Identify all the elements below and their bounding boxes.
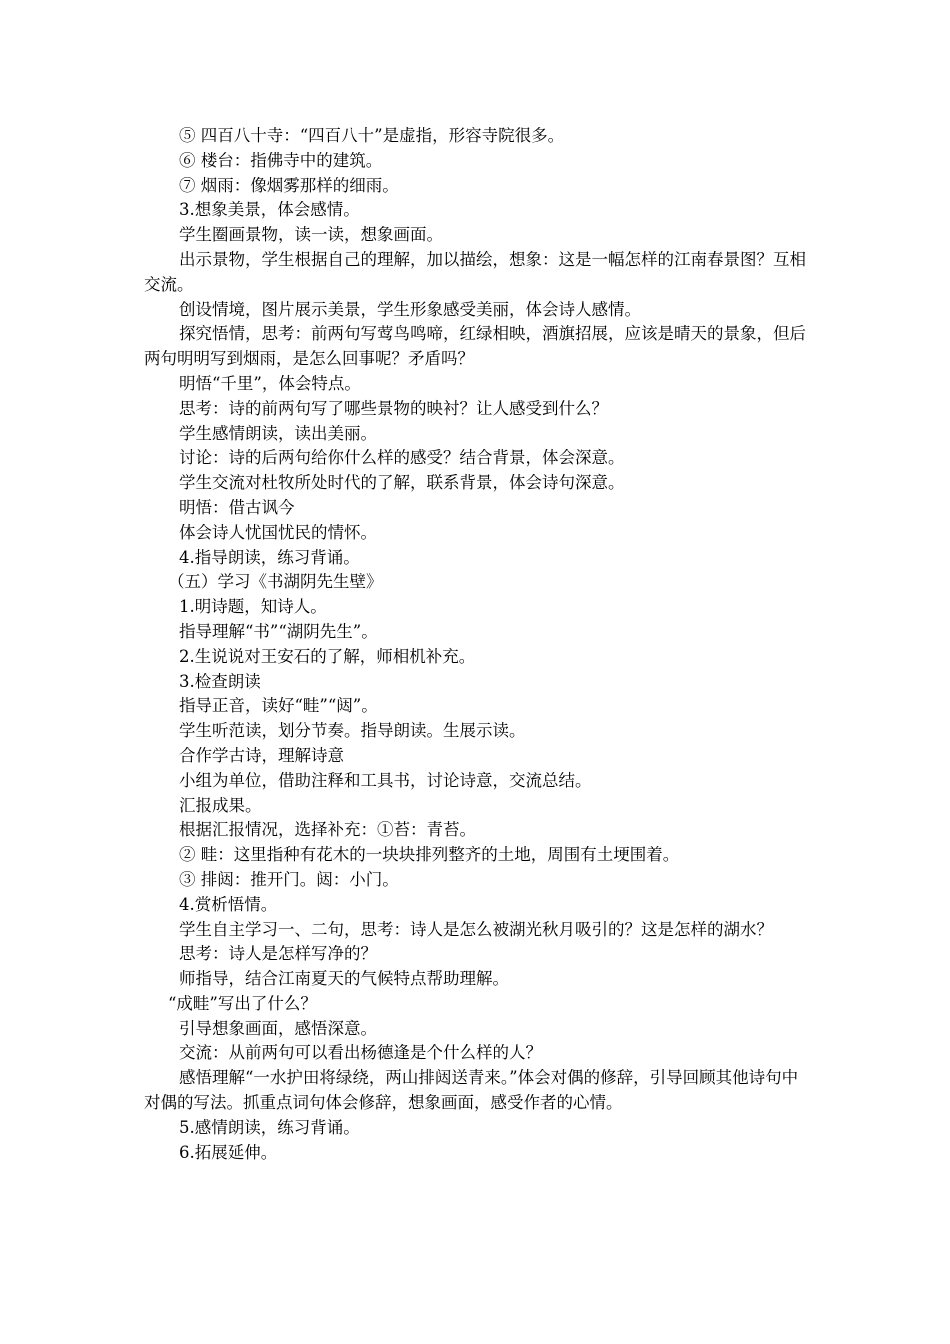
section-heading: （五）学习《书湖阴先生壁》 <box>168 572 383 592</box>
paragraph: 引导想象画面，感悟深意。 <box>179 1018 377 1038</box>
paragraph: 小组为单位，借助注释和工具书，讨论诗意，交流总结。 <box>179 770 592 790</box>
paragraph: ③ 排闼：推开门。闼：小门。 <box>179 869 399 889</box>
paragraph: 合作学古诗，理解诗意 <box>179 745 344 765</box>
paragraph: 探究悟情，思考：前两句写莺鸟鸣啼，红绿相映，酒旗招展，应该是晴天的景象，但后两句明明写到烟雨，是怎么回事呢？矛盾吗？ <box>144 324 806 369</box>
paragraph: ② 畦：这里指种有花木的一块块排列整齐的土地，周围有土埂围着。 <box>179 845 680 865</box>
paragraph: 学生交流对杜牧所处时代的了解，联系背景，体会诗句深意。 <box>179 473 625 493</box>
paragraph: 6.拓展延伸。 <box>179 1142 278 1162</box>
paragraph: 讨论：诗的后两句给你什么样的感受？结合背景，体会深意。 <box>179 448 625 468</box>
paragraph: 汇报成果。 <box>179 795 262 815</box>
paragraph: 感悟理解“一水护田将绿绕，两山排闼送青来。”体会对偶的修辞，引导回顾其他诗句中对偶的写法。抓重点词句体会修辞，想象画面，感受作者的心情。 <box>144 1068 799 1113</box>
paragraph: 根据汇报情况，选择补充：①苔：青苔。 <box>179 820 476 840</box>
paragraph: 出示景物，学生根据自己的理解，加以描绘，想象：这是一幅怎样的江南春景图？互相交流。 <box>144 249 806 294</box>
paragraph: 3.想象美景，体会感情。 <box>179 200 360 220</box>
paragraph: 1.明诗题，知诗人。 <box>179 597 327 617</box>
paragraph: 师指导，结合江南夏天的气候特点帮助理解。 <box>179 969 509 989</box>
paragraph: 4.指导朗读，练习背诵。 <box>179 547 360 567</box>
paragraph: 指导理解“书”“湖阴先生”。 <box>179 621 378 641</box>
paragraph: 学生听范读，划分节奏。指导朗读。生展示读。 <box>179 721 526 741</box>
paragraph: 明悟“千里”，体会特点。 <box>179 373 361 393</box>
paragraph: 明悟：借古讽今 <box>179 497 295 517</box>
paragraph: 学生自主学习一、二句，思考：诗人是怎么被湖光秋月吸引的？这是怎样的湖水？ <box>179 919 773 939</box>
paragraph: 思考：诗的前两句写了哪些景物的映衬？让人感受到什么？ <box>179 398 608 418</box>
paragraph: 指导正音，读好“畦”“闼”。 <box>179 696 378 716</box>
paragraph: 3.检查朗读 <box>179 671 261 691</box>
paragraph: ⑥ 楼台：指佛寺中的建筑。 <box>179 150 383 170</box>
paragraph: ⑤ 四百八十寺：“四百八十”是虚指，形容寺院很多。 <box>179 126 565 145</box>
document-page <box>144 124 808 1165</box>
paragraph: 5.感情朗读，练习背诵。 <box>179 1117 360 1137</box>
paragraph: 学生感情朗读，读出美丽。 <box>179 423 377 443</box>
paragraph: 学生圈画景物，读一读，想象画面。 <box>179 225 443 245</box>
paragraph: 4.赏析悟情。 <box>179 894 278 914</box>
paragraph: 体会诗人忧国忧民的情怀。 <box>179 522 377 542</box>
paragraph: ⑦ 烟雨：像烟雾那样的细雨。 <box>179 175 399 195</box>
paragraph: 创设情境，图片展示美景，学生形象感受美丽，体会诗人感情。 <box>179 299 641 319</box>
paragraph: “成畦”写出了什么？ <box>168 993 317 1013</box>
paragraph: 交流：从前两句可以看出杨德逢是个什么样的人？ <box>179 1043 542 1063</box>
paragraph: 2.生说说对王安石的了解，师相机补充。 <box>179 646 476 666</box>
paragraph: 思考：诗人是怎样写净的？ <box>179 944 377 964</box>
